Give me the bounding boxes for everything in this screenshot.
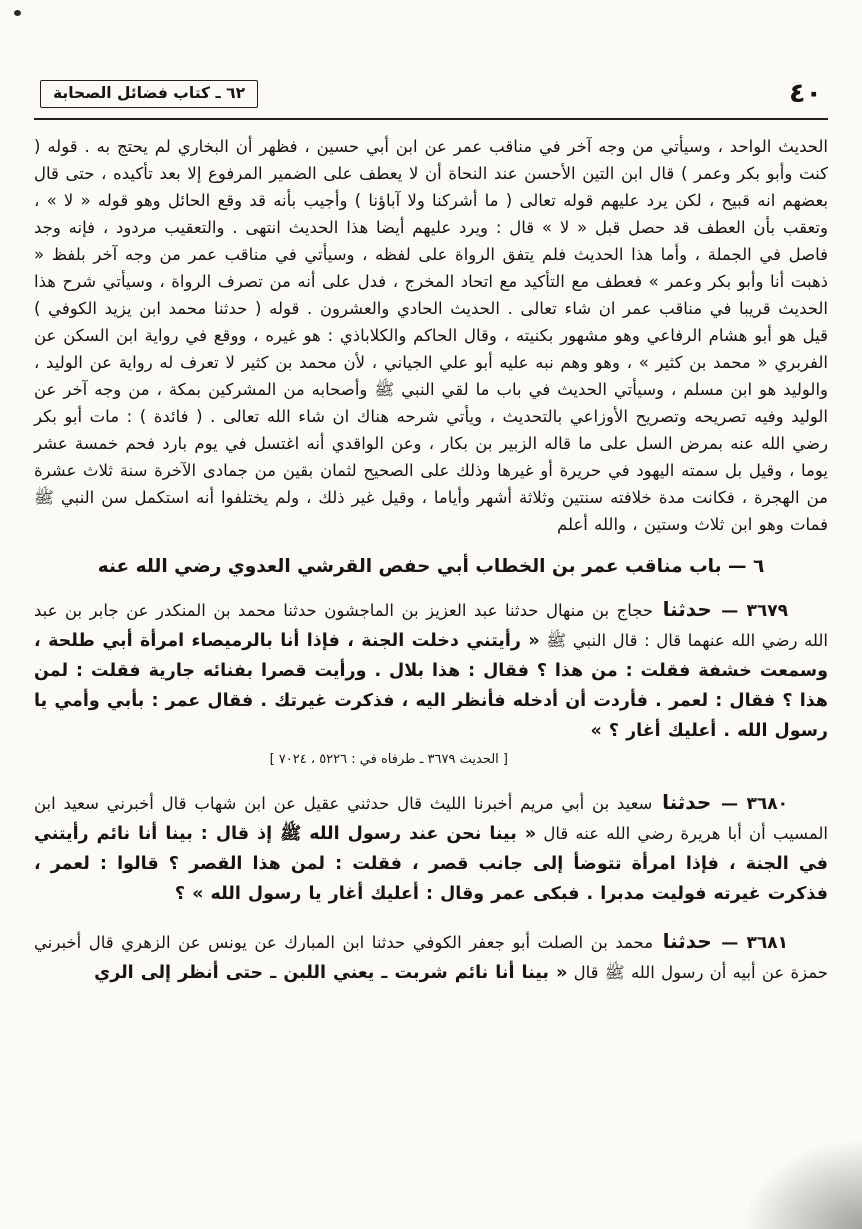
hadith-narrator-word: حدثنا — [662, 597, 712, 621]
page-body — [34, 133, 828, 988]
hadith-isnad: محمد بن الصلت أبو جعفر الكوفي حدثنا ابن المبارك عن يونس عن الزهري قال أخبرني حمزة عن أبيه أن رسول الله ﷺ قال — [34, 933, 828, 982]
commentary-text: الحديث الواحد ، وسيأتي من وجه آخر في مناقب عمر عن ابن أبي حسين ، فظهر أن البخاري لم يحتج به . قوله ( كنت وأبو بكر وعمر ) قال ابن التين الأحسن عند النحاة أن لا يعطف على الضمير المرفوع إلا بعد تأكيده ، حتى قال بعضهم انه قبيح ، لكن يرد عليهم قوله تعالى ( ما أشركنا ولا آباؤنا ) وأجيب بأنه قد وقع الحائل وهو قوله « لا » ، وتعقب بأن العطف قد حصل قبل « لا » قال : ويرد عليهم أيضا هذا الحديث انتهى . والتعقيب مردود ، فإنه وجد فاصل في الجملة ، وأما هذا الحديث فلم يتفق الرواة على لفظه ، وسيأتي في مناقب عمر من وجه آخر بلفظ « ذهبت أنا وأبو بكر وعمر » فعطف مع التأكيد مع اتحاد المخرج ، فدل على أنه من تصرف الرواة ، وسيأتي شرح هذا الحديث قريبا في مناقب عمر ان شاء تعالى . الحديث الحادي والعشرون . قوله ( حدثنا محمد ابن يزيد الكوفي ) قيل هو أبو هشام الرفاعي وهو مشهور بكنيته ، وقال الحاكم والكلاباذي : هو غيره ، ووقع في رواية ابن السكن عن الفربري « محمد بن كثير » ، وهو وهم نبه عليه أبو علي الجياني ، لأن محمد بن كثير لا تعرف له رواية عن الوليد ، والوليد هو ابن مسلم ، وسيأتي الحديث في باب ما لقي النبي ﷺ وأصحابه من المشركين بمكة ، من وجه آخر عن الوليد وفيه تصريحه وتصريح الأوزاعي بالتحديث ، ويأتي شرحه هناك ان شاء الله تعالى . ( فائدة ) : مات أبو بكر رضي الله عنه بمرض السل على ما قاله الزبير بن بكار ، وعن الواقدي أنه اغتسل في يوم بارد فحم خمسة عشر يوما ، وقيل بل سمته اليهود في حريرة أو غيرها وذلك على الصحيح لثمان بقين من جمادى الآخرة سنة ثلاث عشرة من الهجرة ، فكانت مدة خلافته سنتين وثلاثة أشهر وأياما ، وقيل غير ذلك ، ولم يختلفوا أنه استكمل سن النبي ﷺ فمات وهو ابن ثلاث وستين ، والله أعلم — [34, 137, 828, 534]
page-header — [34, 78, 828, 113]
hadith-number: ٣٦٨١ — — [721, 933, 788, 953]
hadith-reference: [ الحديث ٣٦٧٩ ـ طرفاه في : ٥٢٢٦ ، ٧٠٢٤ ] — [269, 752, 508, 767]
scan-speck — [14, 10, 21, 16]
hadith-isnad: سعيد بن أبي مريم أخبرنا الليث قال حدثني عقيل عن ابن شهاب قال أخبرني سعيد ابن المسيب أن أبا هريرة رضي الله عنه قال — [34, 794, 828, 843]
hadith-entry — [34, 788, 828, 909]
hadith-narrator-word: حدثنا — [662, 929, 712, 953]
hadith-narrator-word: حدثنا — [662, 790, 712, 814]
hadith-matn: « بينا نحن عند رسول الله ﷺ إذ قال : بينا أنا نائم رأيتني في الجنة ، فإذا امرأة تتوضأ إلى جانب قصر ، فقلت : لمن هذا القصر ؟ قالوا : لعمر ، فذكرت غيرته فوليت مدبرا . فبكى عمر وقال : أعليك أغار يا رسول الله » ؟ — [34, 824, 828, 904]
scan-corner-shadow — [742, 1139, 862, 1229]
hadith-isnad: حجاج بن منهال حدثنا عبد العزيز بن الماجشون حدثنا محمد بن المنكدر عن جابر بن عبد الله رضي الله عنهما قال : قال النبي ﷺ — [34, 601, 828, 650]
chapter-heading: ٦ — باب مناقب عمر بن الخطاب أبي حفص القرشي العدوي رضي الله عنه — [97, 556, 765, 577]
hadith-entry — [34, 927, 828, 988]
book-title: ٦٢ ـ كتاب فضائل الصحابة — [40, 80, 258, 108]
hadith-entry — [34, 595, 828, 746]
hadith-number: ٣٦٧٩ — — [721, 601, 788, 621]
hadith-matn: « بينا أنا نائم شربت ـ يعني اللبن ـ حتى أنظر إلى الري — [94, 963, 568, 983]
hadith-matn: « رأيتني دخلت الجنة ، فإذا أنا بالرميصاء امرأة أبي طلحة ، وسمعت خشفة فقلت : من هذا ؟ فقال : هذا بلال . ورأيت قصرا بفنائه جارية فقلت : لمن هذا ؟ فقال : لعمر . فأردت أن أدخله فأنظر اليه ، فذكرت غيرتك . فقال عمر : بأبي وأمي يا رسول الله . أعليك أغار ؟ » — [34, 631, 828, 741]
page-number: ٤٠ — [789, 78, 822, 109]
header-divider — [34, 118, 828, 120]
hadith-number: ٣٦٨٠ — — [721, 794, 788, 814]
